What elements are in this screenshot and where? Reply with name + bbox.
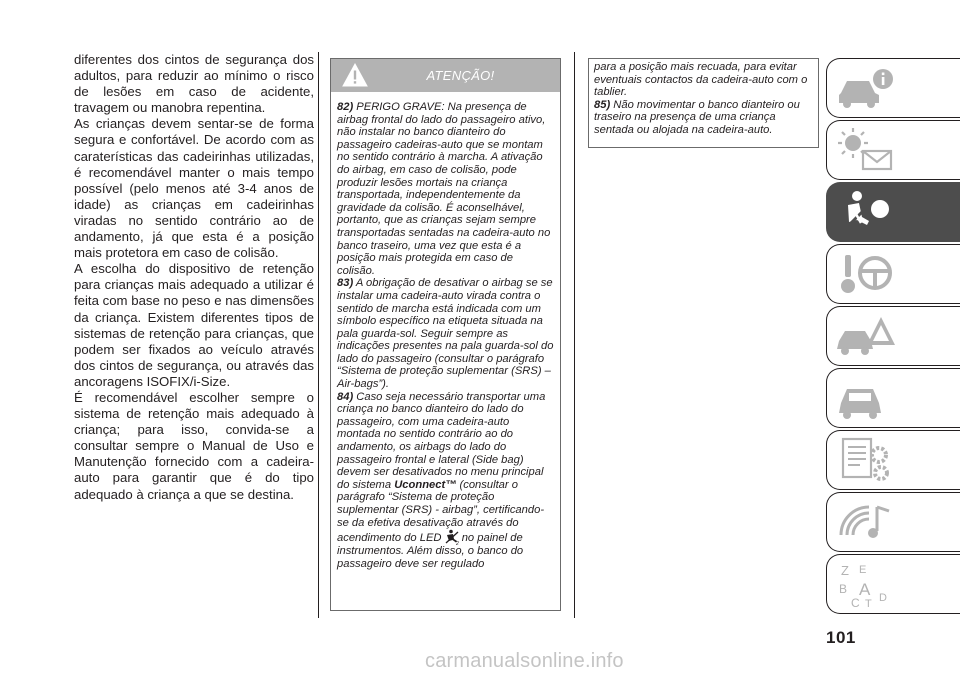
page-number: 101 — [826, 628, 856, 647]
warning-item — [337, 391, 554, 571]
svg-text:E: E — [859, 564, 867, 576]
svg-text:B: B — [839, 582, 848, 596]
seat-airbag-icon — [835, 187, 897, 237]
svg-text:T: T — [865, 598, 872, 609]
continuation-text: para a posição mais recuada, para evitar eventuais contactos da cadeira-auto com o tablier. — [594, 61, 808, 99]
paragraph: diferentes dos cintos de segurança dos adultos, para reduzir ao mínimo o risco de lesões em caso de acidente, travagem ou manobra repentina. — [74, 52, 314, 116]
svg-text:A: A — [859, 580, 871, 599]
paragraph: É recomendável escolher sempre o sistema de retenção mais adequado à criança; para isso, convida-se a consultar sempre o Manual de Uso e Manutenção fornecido com a cadeira-auto para garantir que é do tipo adequado à criança a que se destina. — [74, 389, 314, 502]
warning-item-text: Não movimentar o banco dianteiro ou traseiro na presença de uma criança sentada ou alojada na cadeira-auto. — [594, 98, 800, 136]
column-divider — [318, 52, 319, 618]
body-text-column — [74, 52, 314, 503]
warning-continuation-box — [588, 58, 819, 148]
svg-text:Z: Z — [841, 563, 849, 578]
alphabet-index-icon — [835, 559, 897, 609]
warning-title: ATENÇÃO! — [426, 68, 495, 83]
warning-item-number: 82) — [337, 101, 354, 113]
tab-multimedia[interactable] — [826, 492, 960, 552]
car-info-icon — [835, 63, 897, 113]
warning-item-text: PERIGO GRAVE: Na presença de airbag frontal do lado do passageiro ativo, não instalar no banco dianteiro do passageiro cadeiras-auto que se montam no sentido contrário à marcha. A ativação do airbag, em caso de colisão, pode produzir lesões mortais na criança transportada, independentemente da gravidade da colisão. É aconselhável, portanto, que as crianças sejam sempre transportadas sentadas na cadeira-auto no banco traseiro, uma vez que esta é a posição mais protegida em caso de colisão. — [337, 101, 551, 277]
tab-safety[interactable] — [826, 182, 960, 242]
warning-item-number: 84) — [337, 390, 354, 403]
warning-item — [594, 99, 813, 137]
tab-emergency[interactable] — [826, 306, 960, 366]
warning-item-text: Caso seja necessário transportar uma criança no banco dianteiro do lado do passageiro, com uma cadeira-auto montada no sentido contrário ao do andamento, os airbags do lado do passageiro frontal e lateral (Side bag) devem ser desativados no menu principal do sistema — [337, 390, 546, 491]
warning-item-text: A obrigação de desativar o airbag se se instalar uma cadeira-auto virada contra o sentido de marcha está indicada com um símbolo específico na etiqueta situada na pala guarda-sol. Seguir sempre as indicações presentes na pala guarda-sol do lado do passageiro (consultar o parágrafo “Sistema de proteção suplementar (SRS) – Air-bags”). — [337, 277, 554, 391]
warning-header — [331, 59, 560, 92]
warning-item-text: (consultar o parágrafo “Sistema de proteção suplementar (SRS) - airbag”, certificando-se da efetiva desativação através do acendimento do LED — [337, 478, 545, 545]
airbag-off-led-icon — [445, 529, 459, 545]
warning-box — [330, 58, 561, 611]
car-warning-icon — [835, 311, 897, 361]
key-steering-wheel-icon — [835, 249, 897, 299]
uconnect-label: Uconnect™ — [394, 478, 457, 491]
lights-envelope-icon — [835, 125, 897, 175]
warning-item — [337, 101, 554, 277]
warning-item-number: 85) — [594, 98, 611, 111]
tab-car-info[interactable] — [826, 58, 960, 118]
document-gears-icon — [835, 435, 897, 485]
paragraph: A escolha do dispositivo de retenção para crianças mais adequado a utilizar é feita com base no peso e nas dimensões da criança. Existem diferentes tipos de sistemas de retenção para crianças, que podem ser fixados ao veículo através dos cintos de segurança, ou através das ancoragens ISOFIX/i-Size. — [74, 261, 314, 389]
tab-technical-data[interactable] — [826, 430, 960, 490]
tab-maintenance[interactable] — [826, 368, 960, 428]
svg-text:C: C — [851, 596, 860, 609]
svg-text:2: 2 — [455, 540, 459, 546]
car-service-icon — [835, 373, 897, 423]
paragraph: As crianças devem sentar-se de forma segura e confortável. De acordo com as caraterísticas das cadeirinhas utilizadas, é recomendável manter o mais tempo possível (pelo menos até 3-4 anos de idade) as crianças em cadeirinhas viradas no sentido contrário ao de andamento, já que esta é a posição mais protetora em caso de colisão. — [74, 116, 314, 261]
warning-item-text: no painel de instrumentos. Além disso, o banco do passageiro deve ser regulado — [337, 532, 524, 570]
svg-text:D: D — [879, 592, 887, 604]
column-divider — [574, 52, 575, 618]
warning-body — [331, 92, 560, 570]
tab-starting-driving[interactable] — [826, 244, 960, 304]
tab-lights-messages[interactable] — [826, 120, 960, 180]
warning-item — [337, 277, 554, 390]
tab-index[interactable] — [826, 554, 960, 614]
watermark: carmanualsonline.info — [425, 650, 624, 672]
media-music-icon — [835, 497, 897, 547]
warning-item-number: 83) — [337, 277, 354, 290]
